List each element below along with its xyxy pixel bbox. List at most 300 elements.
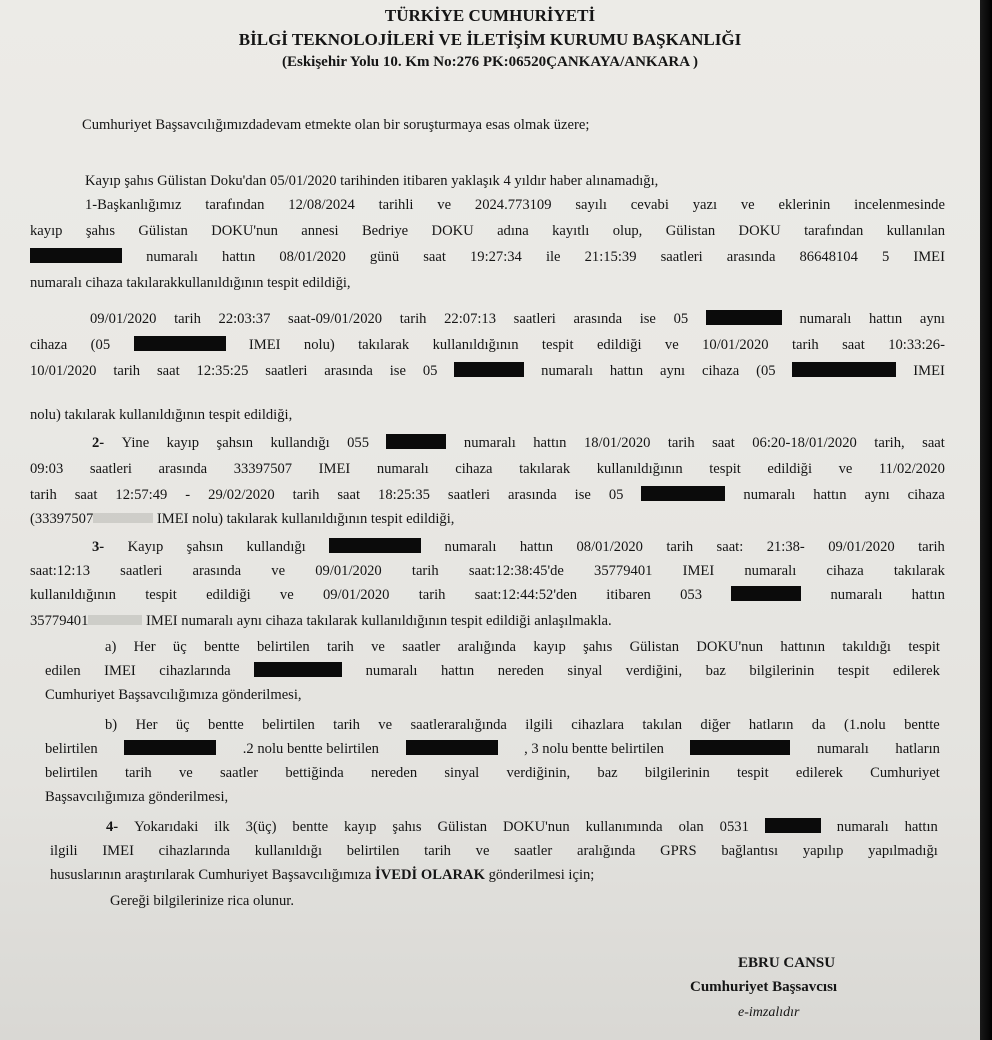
word: 4- [106,819,119,835]
p1-line-2 [30,222,945,240]
word: GPRS [660,843,697,859]
word: ilgili [525,717,553,733]
word: Gülistan [138,223,188,239]
word: saatleri [660,249,703,265]
word: edildiği [206,587,251,603]
word: 06:20-18/01/2020 [752,435,857,451]
redaction-bar [641,486,725,501]
word: ve [740,197,755,213]
word: tarafından [804,223,864,239]
word: adına [497,223,529,239]
word: kullanıldığının [596,461,683,477]
word: kayıp [166,435,200,451]
redaction-bar [454,362,524,377]
closing-line: Gereği bilgilerinize rica olunur. [110,893,294,909]
pb-line-3 [45,764,940,782]
word: Kayıp [127,539,164,555]
word: hattın [904,819,938,835]
word: hattın [868,311,903,327]
word: cihaza [455,461,493,477]
word: belirtilen [262,717,315,733]
word: edildiği [596,337,642,353]
redaction-bar [690,740,790,755]
word: bilgilerinin [749,663,815,679]
e-signature-note: e-imzalıdır [738,1005,800,1020]
word: IMEI [682,563,715,579]
word: tarih, [874,435,905,451]
word: ve [664,337,679,353]
word: numaralı [463,435,516,451]
redaction-bar [134,336,226,351]
pa-line-2 [45,662,940,680]
word: belirtilen [257,639,310,655]
word: saatleri [89,461,132,477]
word: belirtilen [45,741,98,757]
word: DOKU [738,223,781,239]
word: arasında [324,363,373,379]
word: cihazlarında [158,843,230,859]
word: ile [545,249,561,265]
p2-line-3 [30,362,945,380]
word: arasında [726,249,776,265]
word: saat [156,363,180,379]
redaction-bar [706,310,782,325]
word: tespit [837,663,870,679]
word: ise [639,311,656,327]
word: numaralı [830,587,883,603]
word: kayıp [30,223,63,239]
word: 19:27:34 [469,249,522,265]
word: hattın [609,363,644,379]
p1-line-3 [30,248,945,266]
word: tespit [145,587,177,603]
word: tarih [113,363,141,379]
p3-line-3 [30,486,945,504]
pb-line-4: Başsavcılığımıza gönderilmesi, [45,789,229,805]
word: 08/01/2020 [279,249,346,265]
word: Yine [121,435,150,451]
word: 12:57:49 [115,487,168,503]
word: takılarak [519,461,571,477]
word: 0531 [719,819,749,835]
word: 053 [680,587,702,603]
redaction-bar [329,538,421,553]
word: kullanıldığının [432,337,519,353]
word: DOKU [431,223,474,239]
word: olup, [612,223,643,239]
word: Her [135,717,158,733]
p4-line-1 [92,538,945,556]
header-address: (Eskişehir Yolu 10. Km No:276 PK:06520ÇANKAYA/ANKARA ) [281,54,698,70]
dark-edge [980,0,992,1040]
word: kullanıldığının [30,587,116,603]
word: saat:12:13 [30,563,90,579]
word: 055 [347,435,369,451]
word: takılan [642,717,683,733]
word: tarih [918,539,945,555]
word: Bedriye [361,223,409,239]
word: hatların [895,741,940,757]
word: numaralı [376,461,429,477]
word: tespit [737,765,769,781]
word: tarih [292,487,320,503]
word: yapılmadığı [868,843,938,859]
word: edildiği [767,461,813,477]
word: tarih [124,765,152,781]
word: 08/01/2020 [576,539,643,555]
redaction-bar [731,586,801,601]
word: ve [178,765,193,781]
word: numaralı [744,563,797,579]
word: hattın [222,249,256,265]
word: saatler [402,639,441,655]
p3-line-1 [92,434,945,452]
word: nereden [497,663,544,679]
word: Cumhuriyet [870,765,940,781]
p5-line-2 [50,842,938,860]
word: saatleri [447,487,491,503]
word: (1.nolu [843,717,886,733]
word: ve [437,197,452,213]
urgent-label: İVEDİ OLARAK [375,867,485,883]
word: numaralı [836,819,889,835]
word: ise [389,363,406,379]
word: saat [712,435,735,451]
word: DOKU'nun [696,639,764,655]
word: ve [378,717,393,733]
word: tarih [424,843,451,859]
word: b) [105,717,118,733]
word: tarih [666,539,694,555]
word: ve [371,639,385,655]
imei-prefix: 35779401 [30,613,89,629]
word: itibaren [606,587,651,603]
p0-line: Kayıp şahıs Gülistan Doku'dan 05/01/2020 tarihinden itibaren yaklaşık 4 yıldır haber alınamadığı, [85,173,659,189]
redaction-bar [406,740,498,755]
word: , 3 nolu bentte belirtilen [524,741,664,757]
word: hattının [780,639,825,655]
word: saat [423,249,446,265]
word: edilen [45,663,81,679]
word: saat: [716,539,744,555]
word: baz [597,765,618,781]
word: a) [105,639,117,655]
p3-line-2 [30,460,945,478]
word: tarih [333,717,360,733]
word: cihaza [826,563,864,579]
word: 3(üç) [245,819,277,835]
word: cevabi [630,197,669,213]
word: 09/01/2020 [90,311,157,327]
word: üç [175,717,190,733]
pb-line-2 [45,740,940,758]
word: hattın [440,663,475,679]
word: cihazlara [571,717,624,733]
word: arasında [573,311,623,327]
word: kullandığı [246,539,306,555]
p4-line-3 [30,586,945,604]
pb-line-1 [105,716,940,734]
word: sayılı [575,197,607,213]
word: eklerinin [778,197,831,213]
pa-line-3: Cumhuriyet Başsavcılığımıza gönderilmesi, [45,687,302,703]
word: 10:33:26- [888,337,945,353]
word: kullanıldığı [254,843,323,859]
word: şahıs [583,639,613,655]
word: aynı [919,311,945,327]
word: incelenmesinde [854,197,945,213]
redaction-bar [765,818,821,833]
word: DOKU'nun [211,223,278,239]
word: baz [705,663,726,679]
word: cihaza [30,337,68,353]
word: - [185,487,191,503]
word: saat [922,435,945,451]
word: tarih [418,587,446,603]
word: ise [574,487,591,503]
p1-line-4: numaralı cihaza takılarakkullanıldığının tespit edildiği, [30,275,351,291]
word: .2 nolu bentte belirtilen [242,741,379,757]
word: 18:25:35 [378,487,430,503]
word: bentte [292,819,329,835]
word: 22:03:37 [218,311,271,327]
word: DOKU'nun [502,819,570,835]
word: belirtilen [346,843,400,859]
word: bettiğinda [285,765,344,781]
word: 18/01/2020 [583,435,651,451]
word: ilgili [50,843,78,859]
p4-line-2 [30,562,945,580]
redaction-bar [254,662,342,677]
word: tarih [174,311,201,327]
word: kullanılan [886,223,945,239]
word: kayıp [533,639,566,655]
word: Gülistan [665,223,716,239]
word: ve [271,563,286,579]
word: sinyal [444,765,480,781]
signatory-title: Cumhuriyet Başsavcısı [690,979,838,995]
word: tarihli [378,197,414,213]
word: numaralı [816,741,869,757]
word: numaralı [365,663,418,679]
word: aralığında [577,843,636,859]
redaction-bar [124,740,216,755]
word: tarih [411,563,439,579]
word: kullandığı [270,435,330,451]
word: IMEI [102,843,134,859]
signatory-name: EBRU CANSU [738,955,836,971]
header-line-2: BİLGİ TEKNOLOJİLERİ VE İLETİŞİM KURUMU BAŞKANLIĞI [238,30,742,49]
word: 05 [422,363,438,379]
word: kayıp [344,819,377,835]
word: takıldığı [842,639,891,655]
word: IMEI [913,249,945,265]
word: 22:07:13 [444,311,497,327]
word: IMEI [913,363,945,379]
word: verdiğinin, [506,765,571,781]
header-line-1: TÜRKİYE CUMHURİYETİ [384,6,596,25]
word: 12:35:25 [196,363,249,379]
word: tarafından [205,197,265,213]
word: arasında [192,563,242,579]
word: saat:12:38:45'de [468,563,564,579]
word: hatların [748,717,794,733]
word: 05 [608,487,624,503]
word: bentte [208,717,244,733]
p3-line-4 [30,510,454,528]
word: saatler [219,765,259,781]
word: Gülistan [629,639,680,655]
word: 09/01/2020 [322,587,390,603]
text: IMEI nolu) takılarak kullanıldığının tespit edildiği, [156,511,455,527]
word: annesi [301,223,339,239]
word: tespit [541,337,574,353]
word: 21:38- [766,539,805,555]
word: aralığında [457,639,516,655]
word: (05 [756,363,776,379]
blurred-digits [88,615,142,625]
p2-line-2 [30,336,945,354]
word: Gülistan [437,819,488,835]
word: takılarak [893,563,945,579]
word: 09/01/2020 [315,563,382,579]
word: ilk [214,819,230,835]
p5-line-1 [106,818,938,836]
word: edilerek [795,765,843,781]
word: saatleraralığında [410,717,507,733]
word: bentte [204,639,240,655]
word: bilgilerinin [644,765,710,781]
p2-line-1 [90,310,945,328]
word: tarih [667,435,695,451]
word: ve [475,843,490,859]
blurred-digits [93,513,153,523]
word: nereden [370,765,418,781]
word: aynı [864,487,890,503]
word: 86648104 [799,249,858,265]
word: 10/01/2020 [30,363,97,379]
word: numaralı [146,249,198,265]
word: üç [172,639,187,655]
word: tarih [791,337,819,353]
word: kayıtlı [552,223,590,239]
word: sinyal [567,663,603,679]
word: Her [133,639,156,655]
word: IMEI [318,461,351,477]
intro-line: Cumhuriyet Başsavcılığımızdadevam etmekte olan bir soruşturmaya esas olmak üzere; [82,117,590,133]
word: saat [842,337,865,353]
word: hattın [519,539,554,555]
word: belirtilen [45,765,98,781]
redaction-bar [386,434,446,449]
word: 10/01/2020 [702,337,769,353]
word: tespit [709,461,741,477]
redaction-bar [30,248,122,263]
word: 35779401 [594,563,653,579]
word: 5 [881,249,890,265]
word: 12/08/2024 [288,197,355,213]
word: olan [678,819,704,835]
word: 33397507 [233,461,293,477]
word: arasında [158,461,208,477]
word: saatler [514,843,553,859]
word: IMEI [104,663,136,679]
word: 21:15:39 [584,249,637,265]
imei-prefix: (33397507 [30,511,94,527]
word: saatleri [265,363,308,379]
word: hattın [911,587,945,603]
word: şahıs [392,819,422,835]
word: ve [838,461,853,477]
word: yapılıp [802,843,844,859]
word: saatleri [513,311,556,327]
p4-line-4 [30,612,612,630]
word: tespit [908,639,940,655]
word: 2024.773109 [474,197,552,213]
word: 11/02/2020 [878,461,945,477]
word: saat:12:44:52'den [474,587,578,603]
word: 05 [673,311,689,327]
word: şahıs [85,223,115,239]
word: numaralı [743,487,796,503]
word: saat [337,487,361,503]
word: saat [74,487,98,503]
word: diğer [700,717,731,733]
text: hususlarının araştırılarak Cumhuriyet Başsavcılığımıza [50,867,372,883]
word: da [811,717,826,733]
word: saat-09/01/2020 [288,311,383,327]
p2-line-4: nolu) takılarak kullanıldığının tespit edildiği, [30,407,293,423]
word: bağlantısı [721,843,779,859]
word: ve [279,587,294,603]
word: hattın [533,435,567,451]
word: tarih [327,639,354,655]
word: şahsın [216,435,254,451]
word: Yokarıdaki [134,819,199,835]
word: cihaza [701,363,740,379]
p5-line-3 [50,866,594,884]
word: 2- [92,435,105,451]
word: (05 [90,337,111,353]
word: 09:03 [30,461,64,477]
word: tarih [30,487,57,503]
word: bentte [904,717,940,733]
word: saatleri [120,563,163,579]
text: IMEI numaralı aynı cihaza takılarak kullanıldığının tespit edildiği anlaşılmakla. [146,613,612,629]
word: 09/01/2020 [828,539,895,555]
word: takılarak [358,337,410,353]
word: aynı [659,363,686,379]
word: 1-Başkanlığımız [85,197,182,213]
word: IMEI [248,337,281,353]
word: 3- [92,539,105,555]
word: hattın [813,487,847,503]
word: günü [369,249,400,265]
word: şahsın [186,539,224,555]
word: tarih [399,311,427,327]
word: cihaza [907,487,945,503]
pa-line-1 [105,638,940,656]
word: yazı [692,197,718,213]
redaction-bar [792,362,896,377]
text: gönderilmesi için; [488,867,595,883]
word: cihazlarında [159,663,231,679]
word: nolu) [303,337,335,353]
p1-line-1 [85,196,945,214]
word: numaralı [444,539,497,555]
word: edilerek [892,663,940,679]
word: kullanımında [585,819,663,835]
